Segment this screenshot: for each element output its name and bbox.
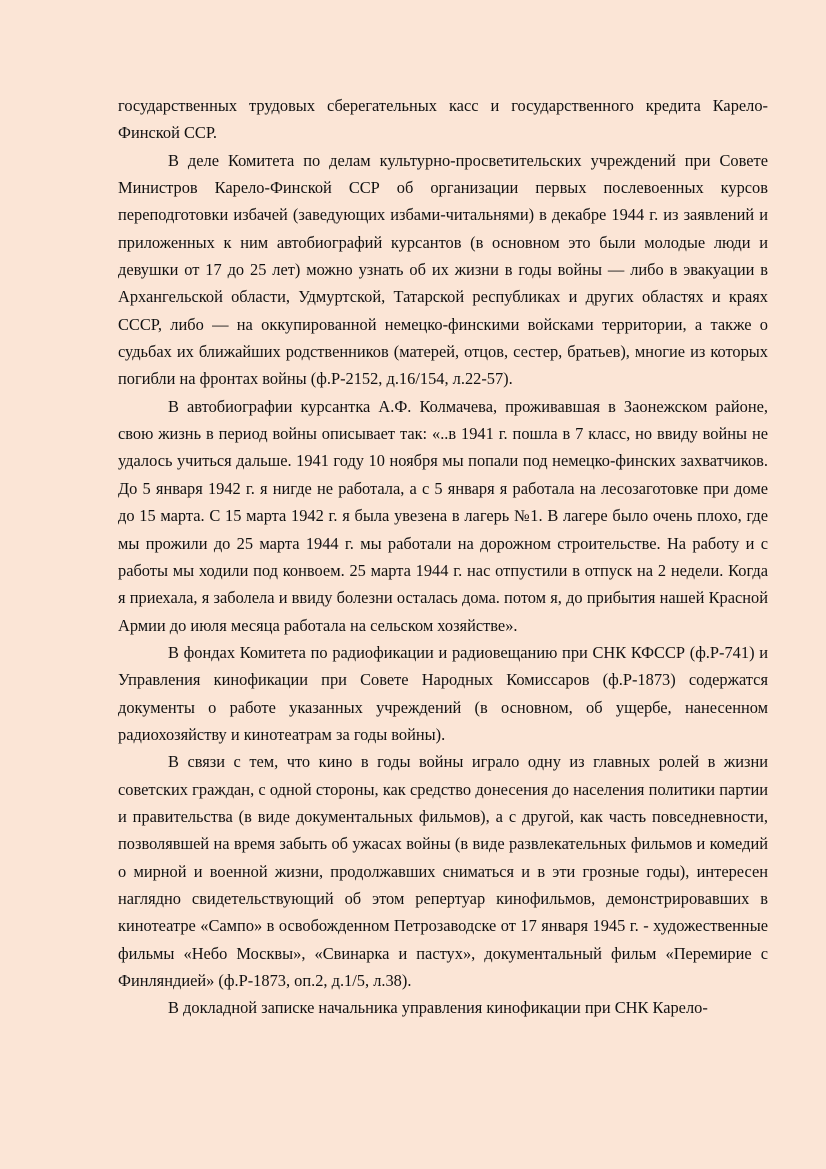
paragraph-3: В автобиографии курсантка А.Ф. Колмачева, проживавшая в Заонежском районе, свою жизнь в период войны описывает так: «..в 1941 г. пошла в 7 класс, но ввиду войны не удалось учиться дальше. 1941 году 10 ноября мы попали под немецко-финских захватчиков. До 5 января 1942 г. я нигде не работала, а с 5 января я работала на лесозаготовке при доме до 15 марта. С 15 марта 1942 г. я была увезена в лагерь №1. В лагере было очень плохо, где мы прожили до 25 марта 1944 г. мы работали на дорожном строительстве. На работу и с работы мы ходили под конвоем. 25 марта 1944 г. нас отпустили в отпуск на 2 недели. Когда я приехала, я заболела и ввиду болезни осталась дома. потом я, до прибытия нашей Красной Армии до июля месяца работала на сельском хозяйстве». [118, 396, 768, 635]
document-page [118, 92, 768, 1022]
paragraph-4: В фондах Комитета по радиофикации и радиовещанию при СНК КФССР (ф.Р-741) и Управления кинофикации при Совете Народных Комиссаров (ф.Р-1873) содержатся документы о работе указанных учреждений (в основном, об ущербе, нанесенном радиохозяйству и кинотеатрам за годы войны). [118, 642, 768, 744]
paragraph-1: государственных трудовых сберегательных касс и государственного кредита Карело-Финской ССР. [118, 96, 768, 143]
paragraph-6: В докладной записке начальника управления кинофикации при СНК Карело- [168, 998, 708, 1018]
paragraph-2: В деле Комитета по делам культурно-просветительских учреждений при Совете Министров Карело-Финской ССР об организации первых послевоенных курсов переподготовки избачей (заведующих избами-читальнями) в декабре 1944 г. из заявлений и приложенных к ним автобиографий курсантов (в основном это были молодые люди и девушки от 17 до 25 лет) можно узнать об их жизни в годы войны — либо в эвакуации в Архангельской области, Удмуртской, Татарской республиках и других областях и краях СССР, либо — на оккупированной немецко-финскими войсками территории, а также о судьбах их ближайших родственников (матерей, отцов, сестер, братьев), многие из которых погибли на фронтах войны (ф.Р-2152, д.16/154, л.22-57). [118, 150, 768, 389]
paragraph-5: В связи с тем, что кино в годы войны играло одну из главных ролей в жизни советских граждан, с одной стороны, как средство донесения до населения политики партии и правительства (в виде документальных фильмов), а с другой, как часть повседневности, позволявшей на время забыть об ужасах войны (в виде развлекательных фильмов и комедий о мирной и военной жизни, продолжавших сниматься и в эти грозные годы), интересен наглядно свидетельствующий об этом репертуар кинофильмов, демонстрировавших в кинотеатре «Сампо» в освобожденном Петрозаводске от 17 января 1945 г. - художественные фильмы «Небо Москвы», «Свинарка и пастух», документальный фильм «Перемирие с Финляндией» (ф.Р-1873, оп.2, д.1/5, л.38). [118, 752, 768, 990]
